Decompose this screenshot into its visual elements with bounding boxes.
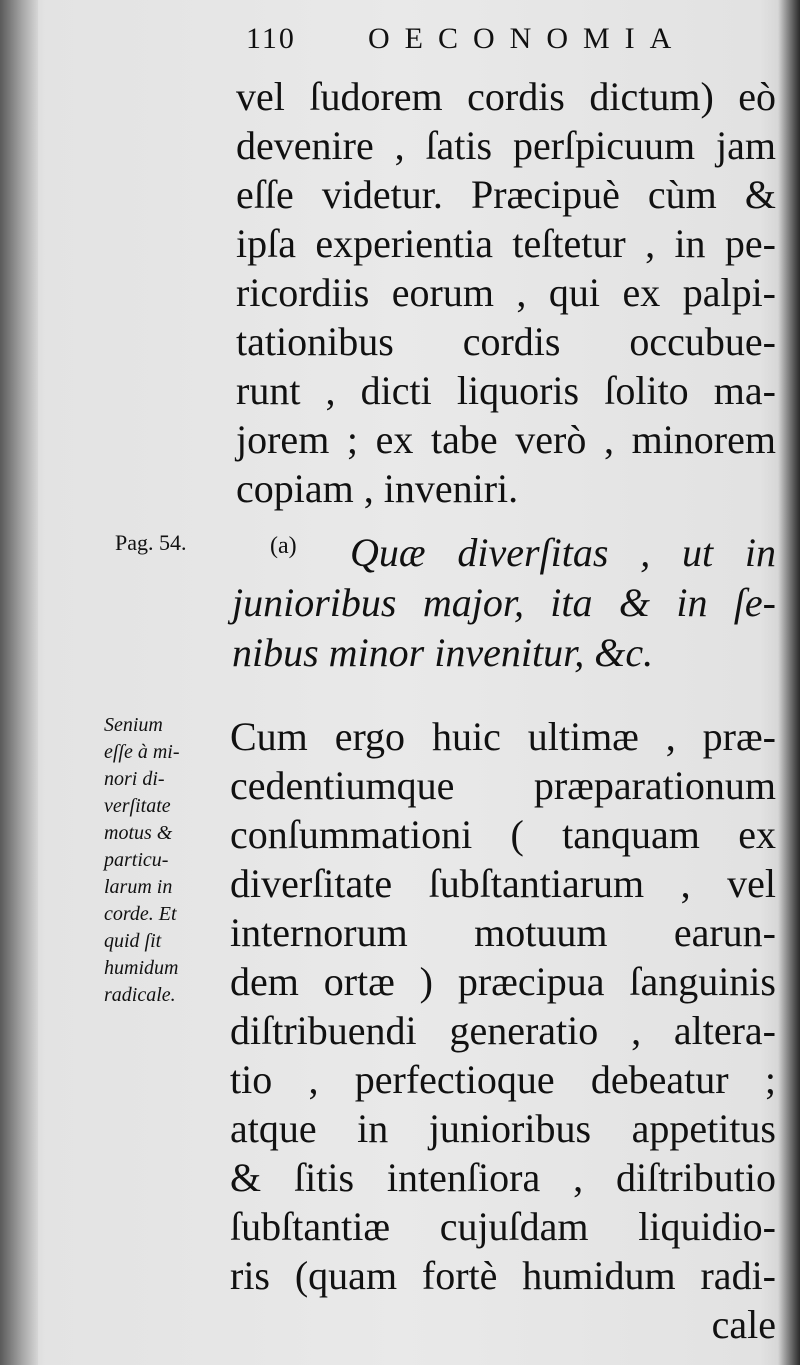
- running-title: OECONOMIA: [368, 22, 687, 55]
- margin-note: [104, 712, 226, 1009]
- text-line: jorem ; ex tabe verò , minorem: [236, 417, 776, 462]
- text-line: ris (quam fortè humidum radi-: [230, 1253, 776, 1298]
- margin-note-line: corde. Et: [104, 903, 177, 925]
- text-line: vel ſudorem cordis dictum) eò: [236, 74, 776, 119]
- margin-note-line: nori di-: [104, 768, 165, 790]
- page-edge-shadow: [778, 0, 800, 1365]
- margin-note-line: quid ſit: [104, 930, 162, 952]
- quote-line: nibus minor invenitur, &c.: [232, 630, 654, 675]
- margin-note-line: eſſe à mi-: [104, 741, 180, 763]
- book-gutter: [0, 0, 38, 1365]
- margin-note-line: humidum: [104, 957, 179, 979]
- text-line: dem ortæ ) præcipua ſanguinis: [230, 959, 776, 1004]
- catchword: cale: [711, 1302, 776, 1347]
- text-line: diſtribuendi generatio , altera-: [230, 1008, 776, 1053]
- margin-note-line: particu-: [104, 849, 169, 871]
- text-line: conſummationi ( tanquam ex: [230, 812, 776, 857]
- margin-note-line: larum in: [104, 876, 173, 898]
- text-line: atque in junioribus appetitus: [230, 1106, 776, 1151]
- margin-note-line: verſitate: [104, 795, 171, 817]
- page-reference: Pag. 54.: [115, 530, 187, 555]
- text-line: devenire , ſatis perſpicuum jam: [236, 123, 776, 168]
- text-line: ricordiis eorum , qui ex palpi-: [236, 270, 776, 315]
- margin-note-line: radicale.: [104, 984, 176, 1006]
- note-marker: (a): [270, 533, 297, 559]
- quoted-reference: [232, 528, 776, 678]
- text-line: ipſa experientia teſtetur , in pe-: [236, 221, 776, 266]
- page-number: 110: [246, 22, 296, 55]
- paragraph-2: [230, 712, 776, 1349]
- text-line: eſſe videtur. Præcipuè cùm &: [236, 172, 776, 217]
- margin-note-line: motus &: [104, 822, 173, 844]
- text-line: & ſitis intenſiora , diſtributio: [230, 1155, 776, 1200]
- text-line: tationibus cordis occubue-: [236, 319, 776, 364]
- text-line: ſubſtantiæ cujuſdam liquidio-: [230, 1204, 776, 1249]
- text-line: Cum ergo huic ultimæ , præ-: [230, 714, 776, 759]
- text-line: cedentiumque præparationum: [230, 763, 776, 808]
- quote-line: junioribus major, ita & in ſe-: [232, 580, 776, 625]
- text-line: copiam , inveniri.: [236, 466, 519, 511]
- text-line: internorum motuum earun-: [230, 910, 776, 955]
- page-header: [246, 14, 766, 74]
- text-line: runt , dicti liquoris ſolito ma-: [236, 368, 776, 413]
- text-line: diverſitate ſubſtantiarum , vel: [230, 861, 776, 906]
- paragraph-1: [236, 72, 776, 513]
- margin-note-line: Senium: [104, 714, 163, 736]
- quote-line: Quæ diverſitas , ut in: [350, 530, 776, 575]
- text-line: tio , perfectioque debeatur ;: [230, 1057, 776, 1102]
